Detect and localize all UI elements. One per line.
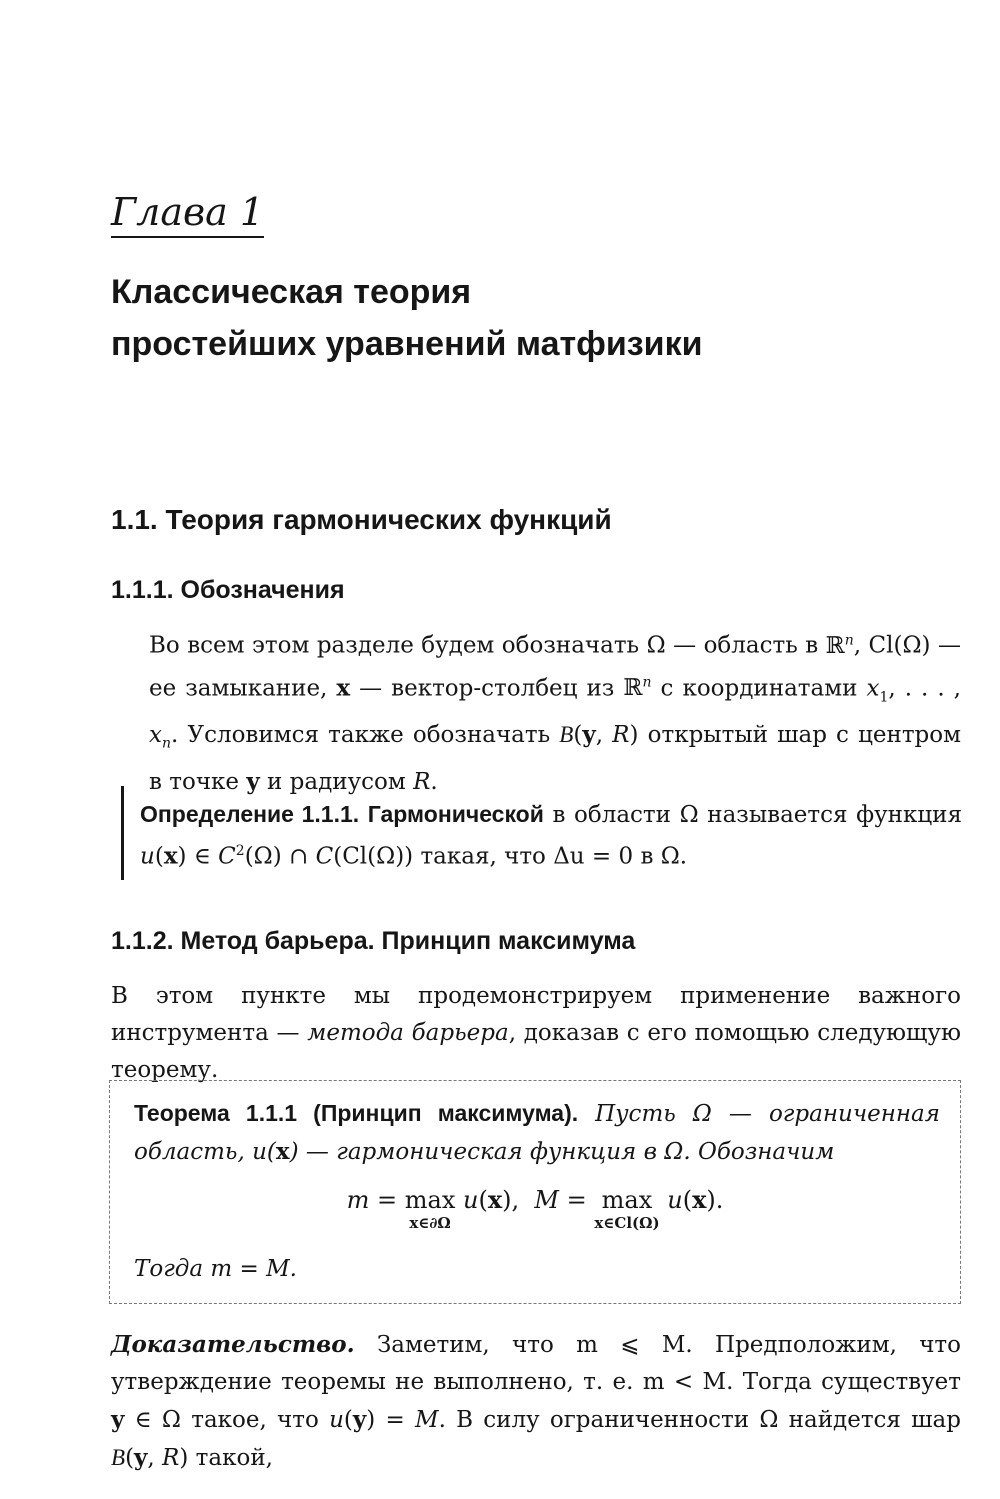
chapter-title xyxy=(111,266,931,370)
theorem-conclusion: Тогда m = M. xyxy=(134,1256,297,1282)
theorem-label: Теорема 1.1.1 (Принцип максимума). xyxy=(134,1100,579,1126)
chapter-title-line-2: простейших уравнений матфизики xyxy=(111,325,703,363)
definition-term: Гармонической xyxy=(367,801,544,827)
subsection-heading-barrier: 1.1.2. Метод барьера. Принцип максимума xyxy=(111,927,636,955)
chapter-label: Глава 1 xyxy=(111,190,264,238)
section-heading: 1.1. Теория гармонических функций xyxy=(111,504,612,535)
definition-label: Определение 1.1.1. xyxy=(140,801,360,827)
definition-block xyxy=(121,786,964,880)
proof-paragraph: Доказательство. Заметим, что m ⩽ M. Предположим, что утверждение теоремы не выполнено, т. е. m < M. Тогда существует y ∈ Ω такое, что u(y) = M. В силу ограниченности Ω найдется шар B(y, R) такой, xyxy=(111,1331,961,1471)
theorem-formula: m = max x∈∂Ω u(x), M = max x∈Cl(Ω) u(x). xyxy=(346,1185,724,1232)
theorem-statement: Теорема 1.1.1 (Принцип максимума). Пусть Ω — ограниченная область, u(x) — гармоническая функция в Ω. Обозначим xyxy=(134,1100,940,1165)
definition-text: Определение 1.1.1. Гармонической в области Ω называется функция u(x) ∈ $C^2(\Omega)$ ∩ C(Cl(Ω)) такая, что Δu = 0 в Ω. xyxy=(140,801,963,870)
barrier-paragraph: В этом пункте мы продемонстрируем применение важного инструмента — метода барьера, доказав с его помощью следующую теорему. xyxy=(111,983,961,1083)
barrier-method-emphasis: метода барьера xyxy=(307,1020,509,1046)
proof-label: Доказательство. xyxy=(111,1331,355,1358)
max-operator-boundary: max x∈∂Ω xyxy=(404,1186,456,1232)
chapter-title-line-1: Классическая теория xyxy=(111,273,472,311)
theorem-block xyxy=(109,1080,961,1304)
notation-paragraph: Во всем этом разделе будем обозначать Ω — область в ℝ$^n$, Cl(Ω) — ее замыкание, x — вектор-столбец из ℝ$^n$ с координатами $x_1$, . . . , $x_n$. Условимся также обозначать B(y, R) открытый шар с центром в точке y и радиусом R. xyxy=(149,632,962,795)
subsection-heading-notation: 1.1.1. Обозначения xyxy=(111,576,345,604)
max-operator-closure: max x∈Cl(Ω) xyxy=(594,1186,660,1232)
